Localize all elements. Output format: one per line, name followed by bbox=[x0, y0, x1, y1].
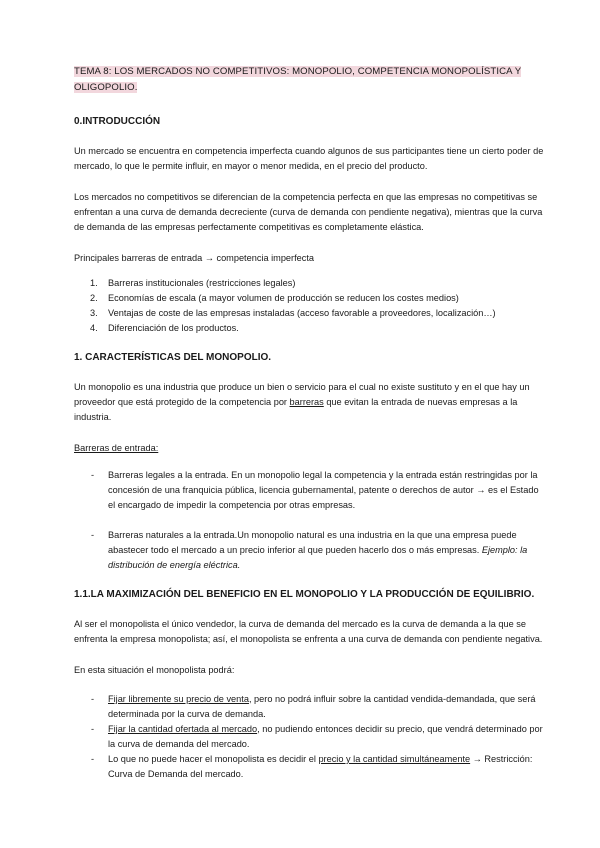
barriers-lead: Principales barreras de entrada → competencia imperfecta bbox=[74, 253, 315, 263]
list-item: - Barreras naturales a la entrada.Un monopolio natural es una industria en la que una empresa puede abastecer todo el mercado a un precio inferior al que pueden hacerlo dos o más empresas. Ejemplo: la distribución de energía eléctrica. bbox=[91, 530, 528, 570]
intro-paragraph-2: Los mercados no competitivos se diferencian de la competencia perfecta en que las empresas no competitivas se enfrentan a una curva de demanda decreciente (curva de demanda con pendiente negativa), mientras que la curva de demanda de las empresas perfectamente competitivas es completamente elástica. bbox=[74, 192, 543, 232]
entry-barriers-list bbox=[74, 468, 544, 573]
barriers-list bbox=[74, 276, 544, 336]
list-item: - Fijar libremente su precio de venta, pero no podrá influir sobre la cantidad vendida-demandada, que será determinada por la curva de demanda. bbox=[91, 694, 536, 719]
list-item: 2. Economías de escala (a mayor volumen de producción se reducen los costes medios) bbox=[90, 293, 459, 303]
section-1-1-heading: 1.1.LA MAXIMIZACIÓN DEL BENEFICIO EN EL MONOPOLIO Y LA PRODUCCIÓN DE EQUILIBRIO. bbox=[74, 589, 535, 600]
section-1-heading: 1. CARACTERÍSTICAS DEL MONOPOLIO. bbox=[74, 352, 272, 363]
list-item: 3. Ventajas de coste de las empresas instaladas (acceso favorable a proveedores, localización…) bbox=[90, 308, 496, 318]
intro-paragraph-1: Un mercado se encuentra en competencia imperfecta cuando algunos de sus participantes tiene un cierto poder de mercado, lo que le permite influir, en mayor o menor medida, en el precio del producto. bbox=[74, 146, 544, 171]
list-item: - Fijar la cantidad ofertada al mercado, no pudiendo entonces decidir su precio, que vendrá determinado por la curva de demanda del mercado. bbox=[91, 724, 543, 749]
list-item: 4. Diferenciación de los productos. bbox=[90, 323, 239, 333]
section-1-1-paragraph: Al ser el monopolista el único vendedor, la curva de demanda del mercado es la curva de demanda a la que se enfrenta la empresa monopolista; así, el monopolista se enfrenta a una curva de demanda con pendiente negativa. bbox=[74, 619, 543, 644]
list-item: - Barreras legales a la entrada. En un monopolio legal la competencia y la entrada están restringidas por la concesión de una franquicia pública, licencia gubernamental, patente o derechos de autor → es el Estado el encargado de impedir la competencia por otras empresas. bbox=[91, 470, 539, 510]
document-page bbox=[74, 64, 544, 782]
intro-heading: 0.INTRODUCCIÓN bbox=[74, 116, 161, 127]
list-item: 1. Barreras institucionales (restricciones legales) bbox=[90, 278, 296, 288]
document-title: TEMA 8: LOS MERCADOS NO COMPETITIVOS: MONOPOLIO, COMPETENCIA MONOPOLÍSTICA Y OLIGOPOLIO. bbox=[74, 66, 522, 93]
barreras-link[interactable]: barreras bbox=[289, 397, 324, 407]
monopoly-definition: Un monopolio es una industria que produce un bien o servicio para el cual no existe sustituto y en el que hay un proveedor que está protegido de la competencia por barreras que evitan la entrada de nuevas empresas a la industria. bbox=[74, 382, 530, 422]
list-item: - Lo que no puede hacer el monopolista es decidir el precio y la cantidad simultáneamente → Restricción: Curva de Demanda del mercado. bbox=[91, 754, 533, 779]
entry-barriers-subheading: Barreras de entrada: bbox=[74, 443, 159, 453]
monopolist-options-list bbox=[74, 692, 544, 782]
section-1-1-lead: En esta situación el monopolista podrá: bbox=[74, 665, 235, 675]
